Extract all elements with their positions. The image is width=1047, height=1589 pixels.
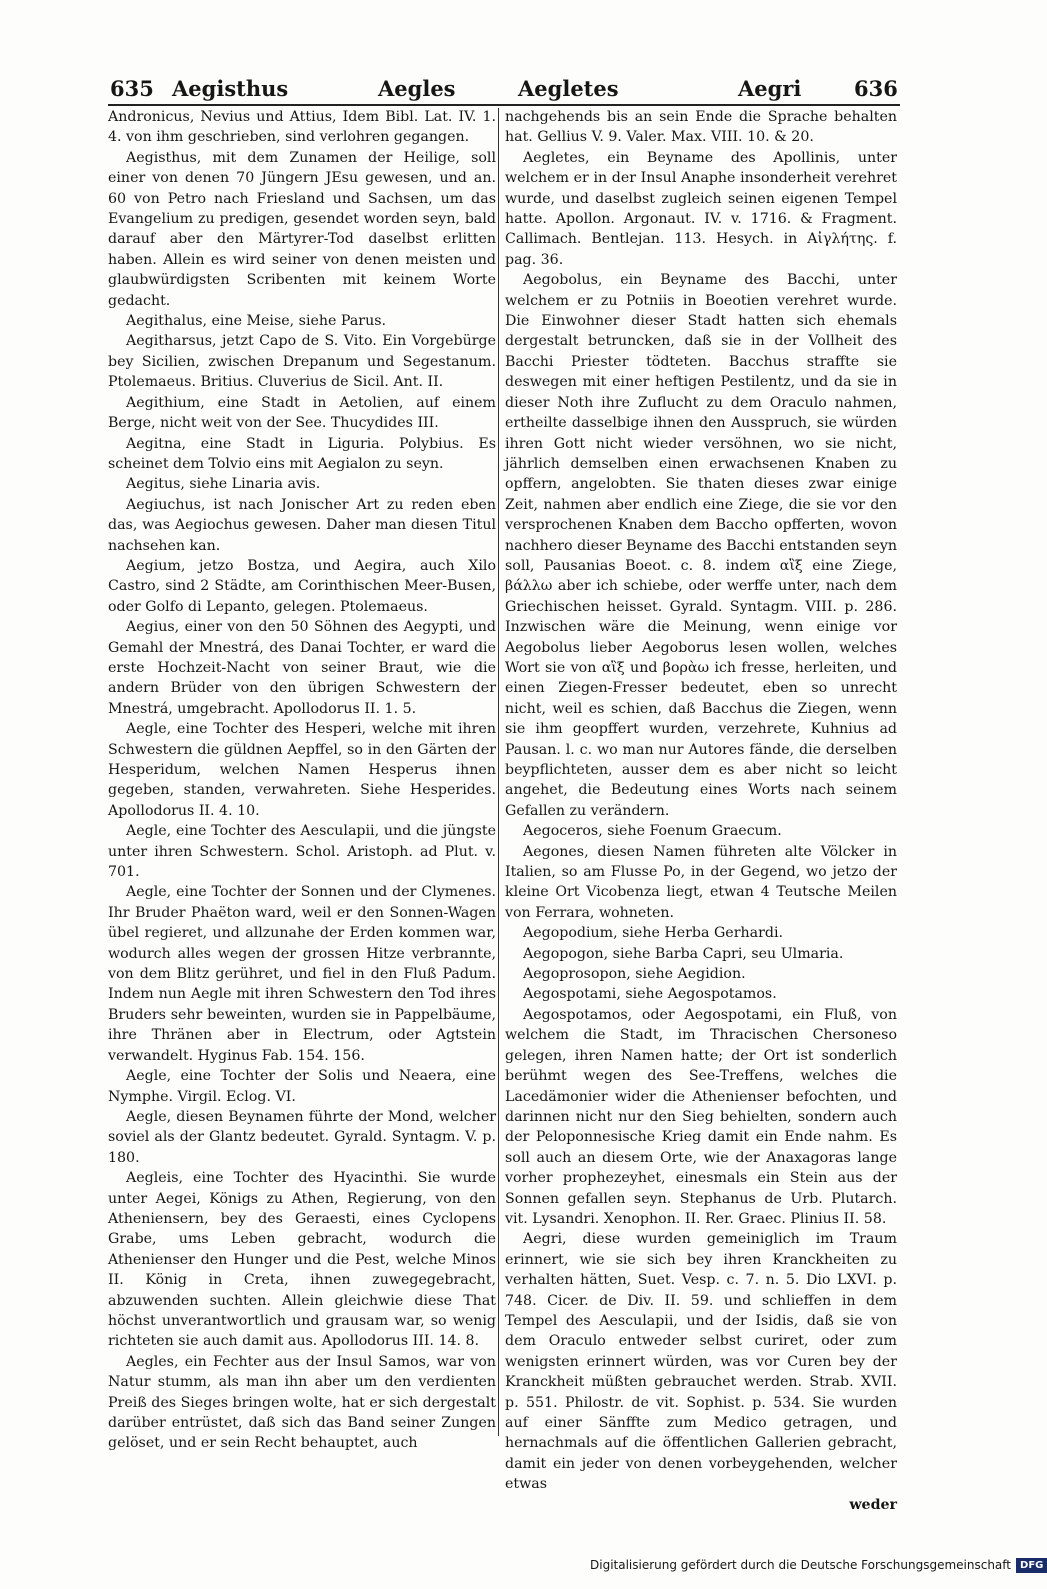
dictionary-entry: Aegobolus, ein Beyname des Bacchi, unter welchem er zu Potniis in Boeotien verehret wurde. Die Einwohner dieser Stadt hatten sich ehemals dergestalt betruncken, daß sie in der Vollheit des Bacchi Priester tödteten. Bacchus straffte sie deswegen mit einer heftigen Pestilentz, und da sie in dieser Noth ihre Zuflucht zu dem Oraculo nahmen, ertheilte dasselbige ihnen den Ausspruch, sie würden ihren Gott nicht wieder versöhnen, wo sie nicht, jährlich demselben einen erwachsenen Knaben zu opffern, angelobten. Sie thaten dieses zwar einige Zeit, nahmen aber endlich eine Ziege, die sie vor den versprochenen Knaben dem Baccho opfferten, wovon nachhero dieser Beyname des Bacchi entstanden seyn soll, Pausanias Boeot. c. 8. indem αἲξ eine Ziege, βάλλω aber ich schiebe, oder werffe unter, nach dem Griechischen heisset. Gyrald. Syntagm. VIII. p. 286. Inzwischen wäre die Meinung, wenn einige vor Aegobolus lieber Aegoborus lesen wollen, welches Wort sie von αἲξ und βορὰω ich fresse, herleiten, und einen Ziegen-Fresser bedeutet, eben so unrecht nicht, weil es schien, daß Bacchus die Ziegen, wenn sie ihm geopffert wurden, verzehrete, Kuhnius ad Pausan. l. c. wo man nur Autores fände, die derselben beypflichteten, ausser dem es aber nicht so leicht angehet, die Bedeutung eines Worts nach seinem Gefallen zu verändern. [505,272,897,819]
footer-credit: Digitalisierung gefördert durch die Deutsche Forschungsgemeinschaft [590,1558,1012,1572]
dictionary-entry: Aegle, diesen Beynamen führte der Mond, welcher soviel als der Glantz bedeutet. Gyrald. Syntagm. V. p. 180. [108,1108,496,1166]
page-number-right: 636 [854,76,898,101]
dictionary-entry: Aegopodium, siehe Herba Gerhardi. [523,925,783,942]
dictionary-entry: nachgehends bis an sein Ende die Sprache behalten hat. Gellius V. 9. Valer. Max. VIII. 10. & 20. [505,109,897,146]
running-header [110,76,900,106]
left-column [108,107,496,1452]
column-divider [498,108,499,1436]
dictionary-entry: Aegitna, eine Stadt in Liguria. Polybius. Es scheinet dem Tolvio eins mit Aegialon zu seyn. [108,435,496,472]
dictionary-entry: Aegoceros, siehe Foenum Graecum. [523,823,782,840]
header-rule [108,104,900,106]
dictionary-entry: Aegle, eine Tochter des Hesperi, welche mit ihren Schwestern die güldnen Aepffel, so in den Gärten der Hesperidum, welchen Namen Hesperus ihnen gegeben, standen, verwahreten. Siehe Hesperides. Apollodorus II. 4. 10. [108,721,496,819]
dictionary-entry: Aegle, eine Tochter der Sonnen und der Clymenes. Ihr Bruder Phaëton ward, weil er den Sonnen-Wagen übel regieret, und allzunahe der Erden kommen war, wodurch alles wegen der grossen Hitze verbrannte, von dem Blitz gerühret, und fiel in den Fluß Padum. Indem nun Aegle mit ihren Schwestern den Tod ihres Bruders sehr beweinten, wurden sie in Pappelbäume, ihre Thränen aber in Electrum, oder Agtstein verwandelt. Hyginus Fab. 154. 156. [108,884,496,1064]
dictionary-entry: Aegleis, eine Tochter des Hyacinthi. Sie wurde unter Aegei, Königs zu Athen, Regierung, von den Atheniensern, bey des Geraesti, eines Cyclopens Grabe, ums Leben gebracht, wodurch die Athenienser den Hunger und die Pest, welche Minos II. König in Creta, ihnen zuwegegebracht, abzuwenden suchten. Allein gleichwie diese That höchst unverantwortlich und grausam war, so wenig richteten sie auch damit aus. Apollodorus III. 14. 8. [108,1170,496,1350]
footer [590,1558,1044,1578]
dictionary-entry: Aegle, eine Tochter des Aesculapii, und die jüngste unter ihren Schwestern. Schol. Aristoph. ad Plut. v. 701. [108,823,496,881]
dictionary-entry: Aegium, jetzo Bostza, und Aegira, auch Xilo Castro, sind 2 Städte, am Corinthischen Meer-Busen, oder Golfo di Lepanto, gelegen. Ptolemaeus. [108,557,496,615]
page-number-left: 635 [110,76,154,101]
dictionary-entry: Aegitharsus, jetzt Capo de S. Vito. Ein Vorgebürge bey Sicilien, zwischen Drepanum und Segestanum. Ptolemaeus. Britius. Cluverius de Sicil. Ant. II. [108,333,496,391]
dictionary-entry: Aegisthus, mit dem Zunamen der Heilige, soll einer von denen 70 Jüngern JEsu gewesen, und an. 60 von Petro nach Friesland und Sachsen, um das Evangelium zu predigen, gesendet worden seyn, bald darauf aber den Märtyrer-Tod daselbst erlitten haben. Allein es wird seiner von denen meisten und glaubwürdigsten Scribenten mit keinem Worte gedacht. [108,149,496,309]
dictionary-entry: Aegithium, eine Stadt in Aetolien, auf einem Berge, nicht weit von der See. Thucydides III. [108,394,496,432]
header-word-right-1: Aegletes [518,76,619,101]
header-word-right-2: Aegri [738,76,802,101]
dictionary-entry: Aegiuchus, ist nach Jonischer Art zu reden eben das, was Aegiochus gewesen. Daher man diesen Titul nachsehen kan. [108,496,496,554]
header-word-left-2: Aegles [378,76,456,101]
dictionary-entry: Andronicus, Nevius und Attius, Idem Bibl. Lat. IV. 1. 4. von ihm geschrieben, sind verlohren gegangen. [108,109,496,146]
dictionary-entry: Aegospotamos, oder Aegospotami, ein Fluß, von welchem die Stadt, im Thracischen Chersoneso gelegen, ihren Namen hatte; der Ort ist sonderlich berühmt wegen des See-Treffens, welches die Lacedämonier wider die Athenienser befochten, und darinnen nicht nur den Sieg behielten, sondern auch der Peloponnesische Krieg damit ein Ende nahm. Es soll auch an diesem Orte, wie der Anaxagoras lange vorher prophezeyhet, einesmals ein Stein aus der Sonnen gefallen seyn. Stephanus de Urb. Plutarch. vit. Lysandri. Xenophon. II. Rer. Graec. Plinius II. 58. [505,1006,897,1227]
dictionary-entry: Aegitus, siehe Linaria avis. [126,476,321,493]
catchword: weder [849,1496,897,1513]
right-column [505,107,897,1513]
dictionary-entry: Aegle, eine Tochter der Solis und Neaera, eine Nymphe. Virgil. Eclog. VI. [108,1068,496,1105]
dictionary-entry: Aegopogon, siehe Barba Capri, seu Ulmaria. [523,945,844,962]
header-word-left-1: Aegisthus [172,76,289,101]
dictionary-entry: Aegles, ein Fechter aus der Insul Samos, war von Natur stumm, als man ihn aber um den verdienten Preiß des Sieges bringen wolte, hat er sich dergestalt darüber entrüstet, daß sich das Band seiner Zungen gelöset, und er sein Recht behauptet, auch [108,1353,496,1452]
dictionary-entry: Aegoprosopon, siehe Aegidion. [523,966,746,983]
dictionary-entry: Aegius, einer von den 50 Söhnen des Aegypti, und Gemahl der Mnestrá, des Danai Tochter, er ward die erste Hochzeit-Nacht von seiner Braut, wie die andern Brüder von den übrigen Schwestern der Mnestrá, umgebracht. Apollodorus II. 1. 5. [108,619,496,717]
dictionary-entry: Aegospotami, siehe Aegospotamos. [523,986,777,1003]
dictionary-entry: Aegletes, ein Beyname des Apollinis, unter welchem er in der Insul Anaphe insonderheit verehret wurde, und daselbst zugleich seinen eigenen Tempel hatte. Apollon. Argonaut. IV. v. 1716. & Fragment. Callimach. Bentlejan. 113. Hesych. in Αἰγλήτης. f. pag. 36. [505,149,897,268]
dictionary-entry: Aegri, diese wurden gemeiniglich im Traum erinnert, wie sie sich bey ihren Kranckheiten zu verhalten hätten, Suet. Vesp. c. 7. n. 5. Dio LXVI. p. 748. Cicer. de Div. II. 59. und schlieffen in dem Tempel des Aesculapii, und der Isidis, daß sie von dem Oraculo entweder selbst curiret, oder zum wenigsten erinnert würden, was vor Curen bey der Kranckheit müßten gebrauchet werden. Strab. XVII. p. 551. Philostr. de vit. Sophist. p. 534. Sie wurden auf einer Sänffte zum Medico getragen, und hernachmals auf die öffentlichen Gallerien gebracht, damit ein jeder von denen vorbeygehenden, welcher etwas [505,1231,897,1493]
dictionary-entry: Aegithalus, eine Meise, siehe Parus. [126,313,387,330]
dictionary-entry: Aegones, diesen Namen führeten alte Völcker in Italien, so am Flusse Po, in der Gegend, wo jetzo der kleine Ort Vicobenza liegt, etwan 4 Teutsche Meilen von Ferrara, wohneten. [505,843,897,921]
dfg-logo: DFG [1016,1558,1047,1573]
